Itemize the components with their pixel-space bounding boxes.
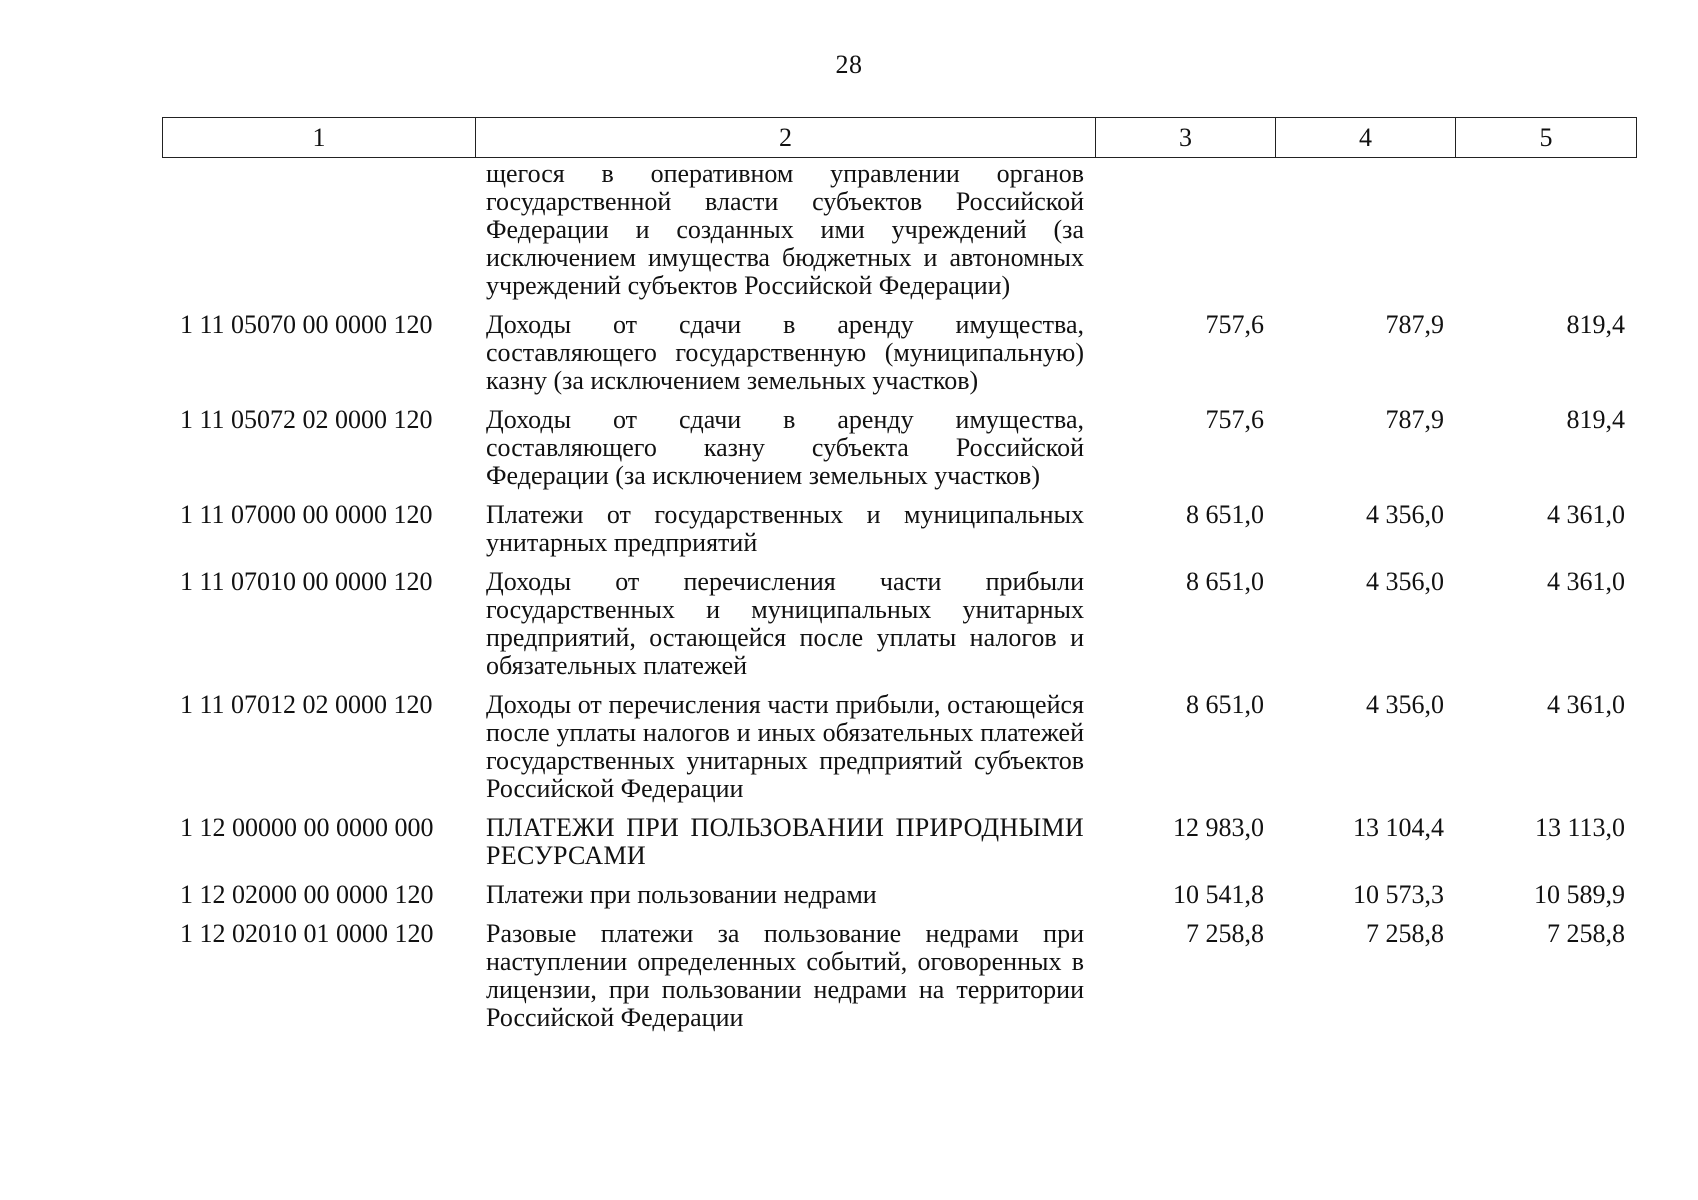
continuation-row [162,160,1636,311]
table-row [162,881,1636,920]
row-value-col5: 819,4 [1566,310,1625,339]
revenue-table [162,160,1636,1043]
row-value-col4: 4 356,0 [1366,690,1444,719]
row-name: Разовые платежи за пользование недрами при наступлении определенных событий, оговоренных в лицензии, при пользовании недрами на территории Российской Федерации [486,919,1084,1032]
row-code: 1 11 07000 00 0000 120 [180,500,433,529]
row-value-col3: 757,6 [1205,310,1264,339]
row-value-col3: 8 651,0 [1186,690,1264,719]
column-header-table [162,117,1637,158]
row-code [162,160,475,311]
row-value-col4: 10 573,3 [1353,880,1444,909]
row-name: Доходы от перечисления части прибыли, остающейся после уплаты налогов и иных обязательных платежей государственных унитарных предприятий субъектов Российской Федерации [486,690,1084,803]
row-value-col4: 4 356,0 [1366,500,1444,529]
table-row [162,501,1636,568]
row-code: 1 11 05070 00 0000 120 [180,310,433,339]
row-name: ПЛАТЕЖИ ПРИ ПОЛЬЗОВАНИИ ПРИРОДНЫМИ РЕСУРСАМИ [486,813,1084,870]
row-value-col4: 4 356,0 [1366,567,1444,596]
row-value-col5: 4 361,0 [1547,567,1625,596]
column-header-4: 4 [1276,118,1456,158]
table-row [162,691,1636,814]
row-code: 1 12 00000 00 0000 000 [180,813,434,842]
continuation-text: щегося в оперативном управлении органов государственной власти субъектов Российской Федерации и созданных ими учреждений (за исключением имущества бюджетных и автономных учреждений субъектов Российской Федерации) [486,159,1084,300]
row-value-col5: 7 258,8 [1547,919,1625,948]
row-name: Платежи при пользовании недрами [486,880,877,909]
row-name: Доходы от сдачи в аренду имущества, составляющего государственную (муниципальную) казну (за исключением земельных участков) [486,310,1084,395]
table-row [162,311,1636,406]
table-row [162,814,1636,881]
row-code: 1 11 07010 00 0000 120 [180,567,433,596]
row-code: 1 12 02000 00 0000 120 [180,880,434,909]
row-value-col3: 757,6 [1205,405,1264,434]
row-value-col3: 8 651,0 [1186,500,1264,529]
row-value-col5: 819,4 [1566,405,1625,434]
row-value-col5: 10 589,9 [1534,880,1625,909]
table-row [162,568,1636,691]
column-header-row [163,118,1637,158]
row-code: 1 11 05072 02 0000 120 [180,405,433,434]
row-value-col4: 787,9 [1385,310,1444,339]
row-name: Доходы от сдачи в аренду имущества, составляющего казну субъекта Российской Федерации (за исключением земельных участков) [486,405,1084,490]
table-row [162,406,1636,501]
row-code: 1 12 02010 01 0000 120 [180,919,434,948]
column-header-5: 5 [1456,118,1637,158]
row-value-col5: 4 361,0 [1547,690,1625,719]
row-value-col3: 8 651,0 [1186,567,1264,596]
row-code: 1 11 07012 02 0000 120 [180,690,433,719]
row-value-col5: 4 361,0 [1547,500,1625,529]
row-value-col3: 12 983,0 [1173,813,1264,842]
row-value-col3: 10 541,8 [1173,880,1264,909]
row-name: Платежи от государственных и муниципальных унитарных предприятий [486,500,1084,557]
row-value-col4: 787,9 [1385,405,1444,434]
row-value-col5: 13 113,0 [1534,813,1625,842]
column-header-2: 2 [476,118,1096,158]
row-name: Доходы от перечисления части прибыли государственных и муниципальных унитарных предприятий, остающейся после уплаты налогов и обязательных платежей [486,567,1084,680]
column-header-1: 1 [163,118,476,158]
column-header-3: 3 [1096,118,1276,158]
table-row [162,920,1636,1043]
row-value-col4: 7 258,8 [1366,919,1444,948]
row-value-col3: 7 258,8 [1186,919,1264,948]
row-value-col4: 13 104,4 [1353,813,1444,842]
page-number: 28 [835,50,863,79]
